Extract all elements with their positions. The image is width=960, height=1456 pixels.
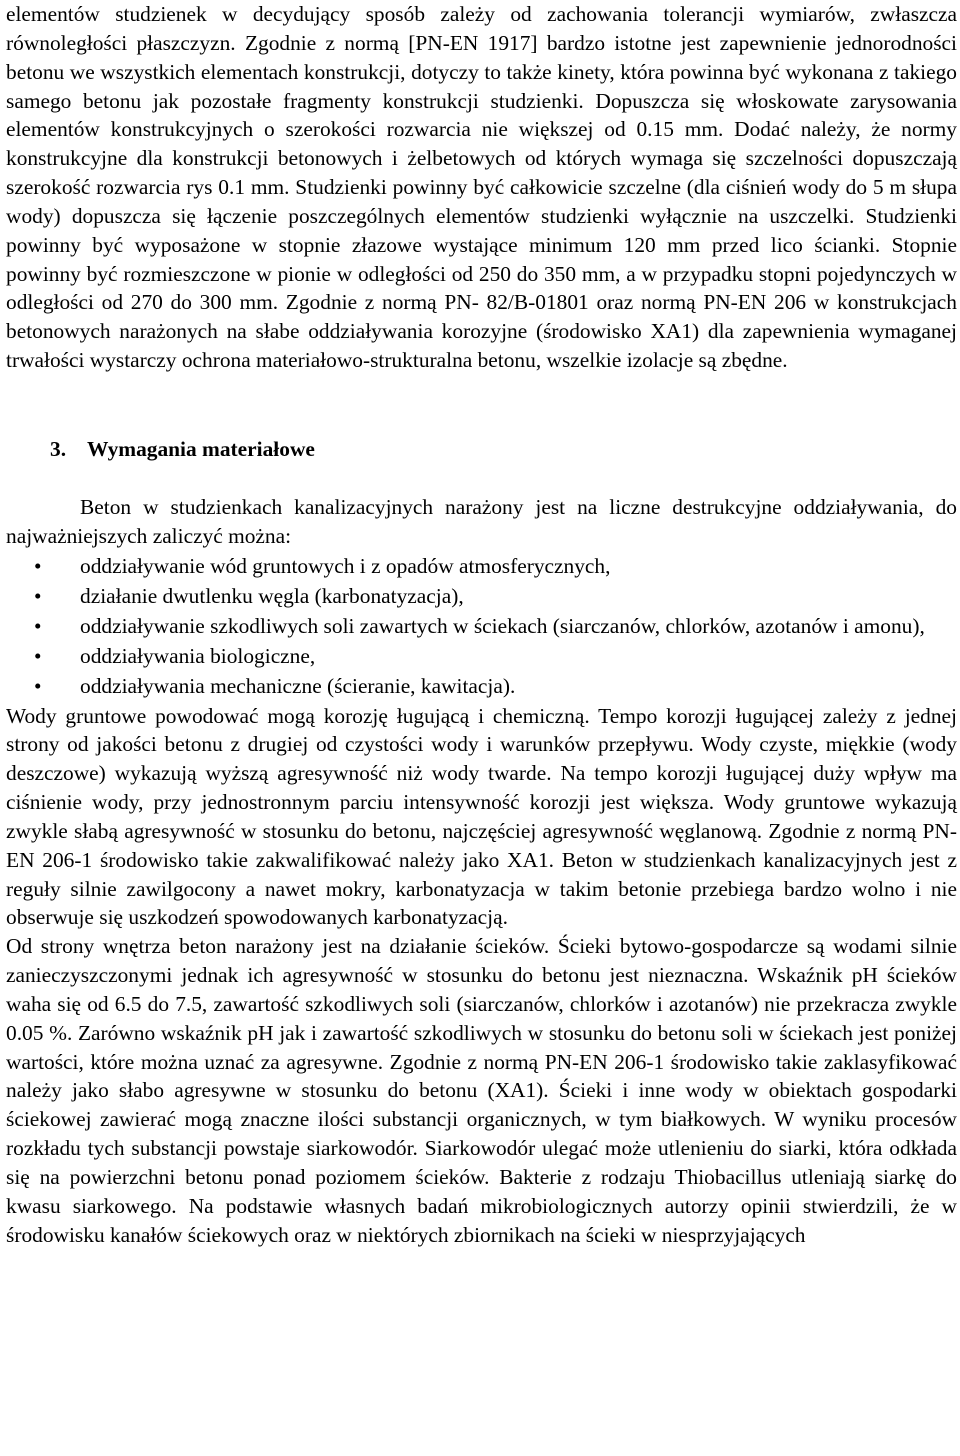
- list-item: [6, 641, 957, 671]
- bullet-icon: •: [34, 583, 42, 608]
- list-item-text: oddziaływanie szkodliwych soli zawartych w ściekach (siarczanów, chlorków, azotanów i amonu),: [80, 613, 925, 638]
- section-title: Wymagania materiałowe: [86, 436, 315, 461]
- list-item-text: oddziaływanie wód gruntowych i z opadów atmosferycznych,: [80, 553, 611, 578]
- bullet-icon: •: [34, 644, 42, 669]
- list-item-text: oddziaływania biologiczne,: [80, 644, 316, 669]
- list-item: [6, 611, 957, 641]
- list-item-text: oddziaływania mechaniczne (ścieranie, kawitacja).: [80, 674, 516, 699]
- bullet-icon: •: [34, 553, 42, 578]
- paragraph-sewage: Od strony wnętrza beton narażony jest na działanie ścieków. Ścieki bytowo-gospodarcze są wodami silnie zanieczyszczonymi jednak ich agresywność w stosunku do betonu jest nieznaczna. Wskaźnik pH ścieków waha się od 6.5 do 7.5, zawartość szkodliwych soli (siarczanów, chlorków i azotanów) nie przekracza zwykle 0.05 %. Zarówno wskaźnik pH jak i zawartość szkodliwych w stosunku do betonu soli w ściekach jest poniżej wartości, które można uznać za agresywne. Zgodnie z normą PN-EN 206-1 środowisko takie zaklasyfikować należy jako słabo agresywne w stosunku do betonu (XA1). Ścieki i inne wody w obiektach gospodarki ściekowej zawierać mogą znaczne ilości substancji organicznych, w tym białkowych. W wyniku procesów rozkładu tych substancji powstaje siarkowodór. Siarkowodór ulegać może utlenieniu do siarki, która odkłada się na powierzchni betonu ponad poziomem ścieków. Bakterie z rodzaju Thiobacillus utleniają siarkę do kwasu siarkowego. Na podstawie własnych badań mikrobiologicznych autorzy opinii stwierdzili, że w środowisku kanałów ściekowych oraz w niektórych zbiornikach na ścieki w niesprzyjających: [6, 934, 957, 1247]
- list-item: [6, 671, 957, 701]
- list-item-text: działanie dwutlenku węgla (karbonatyzacja),: [80, 583, 464, 608]
- section-heading: [6, 435, 957, 464]
- paragraph-tolerances-and-tightness: elementów studzienek w decydujący sposób zależy od zachowania tolerancji wymiarów, zwłaszcza równoległości płaszczyzn. Zgodnie z normą [PN-EN 1917] bardzo istotne jest zapewnienie jednorodności betonu we wszystkich elementach konstrukcji, dotyczy to także kinety, która powinna być wykonana z takiego samego betonu jak pozostałe fragmenty konstrukcji studzienki. Dopuszcza się włoskowate zarysowania elementów konstrukcyjnych o szerokości rozwarcia nie większej od 0.15 mm. Dodać należy, że normy konstrukcyjne dla konstrukcji betonowych i żelbetowych od których wymaga się szczelności dopuszczają szerokość rozwarcia rys 0.1 mm. Studzienki powinny być całkowicie szczelne (dla ciśnień wody do 5 m słupa wody) dopuszcza się łączenie poszczególnych elementów studzienki wyłącznie na uszczelki. Studzienki powinny być wyposażone w stopnie złazowe wystające minimum 120 mm przed lico ścianki. Stopnie powinny być rozmieszczone w pionie w odległości od 250 do 350 mm, a w przypadku stopni pojedynczych w odległości od 270 do 300 mm. Zgodnie z normą PN- 82/B-01801 oraz normą PN-EN 206 w konstrukcjach betonowych narażonych na słabe oddziaływania korozyjne (środowisko XA1) dla zapewnienia wymaganej trwałości wystarczy ochrona materiałowo-strukturalna betonu, wszelkie izolacje są zbędne.: [6, 2, 957, 373]
- section-number: 3.: [50, 436, 67, 461]
- list-item: [6, 581, 957, 611]
- impact-list: [6, 551, 957, 702]
- bullet-icon: •: [34, 674, 42, 699]
- paragraph-groundwater: Wody gruntowe powodować mogą korozję ługującą i chemiczną. Tempo korozji ługującej zależy z jednej strony od jakości betonu z drugiej od czystości wody i warunków przepływu. Wody czyste, miękkie (wody deszczowe) wykazują wyższą agresywność niż wody twarde. Na tempo korozji ługującej duży wpływ ma ciśnienie wody, przy jednostronnym parciu intensywność korozji jest większa. Wody gruntowe wykazują zwykle słabą agresywność w stosunku do betonu, najczęściej agresywność węglanową. Zgodnie z normą PN-EN 206-1 środowisko takie zakwalifikować należy jako XA1. Beton w studzienkach kanalizacyjnych jest z reguły silnie zawilgocony a nawet mokry, karbonatyzacja w takim betonie przebiega bardzo wolno i nie obserwuje się uszkodzeń spowodowanych karbonatyzacją.: [6, 703, 957, 930]
- intro-paragraph: Beton w studzienkach kanalizacyjnych narażony jest na liczne destrukcyjne oddziaływania, do najważniejszych zaliczyć można:: [6, 494, 957, 548]
- list-item: [6, 551, 957, 581]
- bullet-icon: •: [34, 613, 42, 638]
- document-page: [6, 0, 957, 1250]
- spacer: [6, 464, 957, 493]
- spacer: [6, 375, 957, 435]
